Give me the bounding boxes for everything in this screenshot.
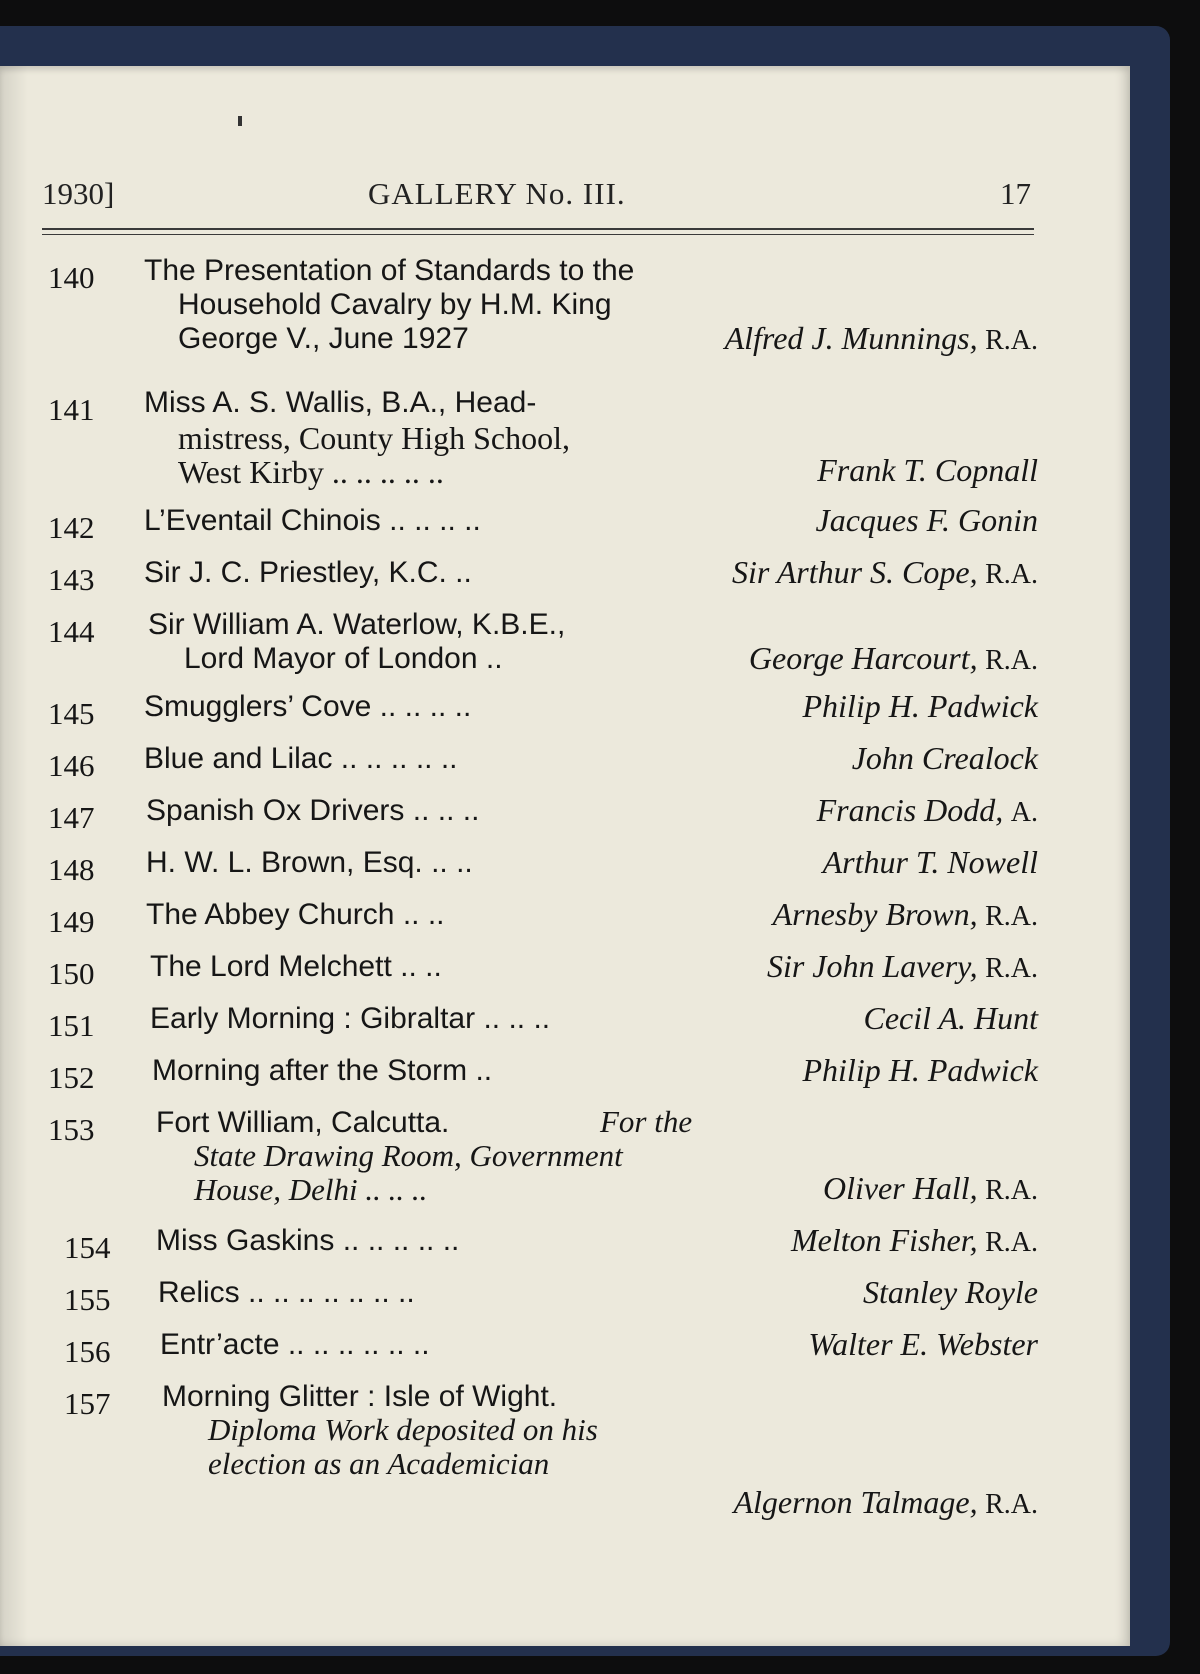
- artist-honours: R.A.: [985, 953, 1038, 984]
- entry-title-line: Early Morning : Gibraltar .. .. ..: [150, 1002, 551, 1035]
- header-rule-thin: [42, 234, 1034, 235]
- entry-title-line: West Kirby .. .. .. .. ..: [178, 454, 444, 490]
- entry-title-line: Fort William, Calcutta.: [156, 1106, 450, 1139]
- entry-number: 149: [48, 904, 95, 939]
- artist-name: Sir John Lavery,: [766, 948, 978, 984]
- artist-name: Philip H. Padwick: [802, 1052, 1038, 1088]
- entry-note-line: State Drawing Room, Government: [194, 1138, 623, 1173]
- artist-name: Philip H. Padwick: [802, 688, 1038, 724]
- artist-credit: [802, 688, 1038, 725]
- catalogue-page: [0, 66, 1130, 1646]
- entry-title-line: Miss A. S. Wallis, B.A., Head-: [144, 386, 537, 419]
- artist-credit: [863, 1274, 1038, 1311]
- artist-credit: [816, 502, 1038, 539]
- entry-note-line: For the: [600, 1104, 693, 1139]
- artist-honours: A.: [1010, 797, 1038, 828]
- artist-credit: [725, 320, 1038, 357]
- entry-title-line: Smugglers’ Cove .. .. .. ..: [144, 690, 472, 723]
- entry-title-line: Household Cavalry by H.M. King: [178, 288, 612, 321]
- artist-honours: R.A.: [985, 1175, 1038, 1206]
- artist-name: Algernon Talmage,: [733, 1484, 978, 1520]
- artist-credit: [817, 452, 1038, 489]
- entry-number: 156: [64, 1334, 111, 1369]
- entry-number: 153: [48, 1112, 95, 1147]
- artist-name: Arnesby Brown,: [772, 896, 978, 932]
- artist-name: Sir Arthur S. Cope,: [731, 554, 978, 590]
- entry-title-line: George V., June 1927: [178, 322, 469, 355]
- entry-title-line: Spanish Ox Drivers .. .. ..: [146, 794, 480, 827]
- entry-title-line: The Lord Melchett .. ..: [150, 950, 442, 983]
- artist-credit: [767, 948, 1038, 985]
- header-title: GALLERY No. III.: [368, 176, 626, 211]
- entry-number: 150: [48, 956, 95, 991]
- artist-name: George Harcourt,: [748, 640, 978, 676]
- artist-honours: R.A.: [985, 1227, 1038, 1258]
- artist-credit: [817, 792, 1038, 829]
- artist-name: John Crealock: [851, 740, 1038, 776]
- entry-title-line: H. W. L. Brown, Esq. .. ..: [146, 846, 473, 879]
- entry-title-line: Lord Mayor of London ..: [184, 642, 503, 675]
- entry-number: 141: [48, 392, 95, 427]
- entry-title-line: Morning Glitter : Isle of Wight.: [162, 1380, 558, 1413]
- entry-number: 151: [48, 1008, 95, 1043]
- entry-number: 144: [48, 614, 95, 649]
- ink-speck: [238, 116, 242, 126]
- entry-number: 152: [48, 1060, 95, 1095]
- artist-name: Stanley Royle: [862, 1274, 1038, 1310]
- artist-credit: [749, 640, 1038, 677]
- entry-note-line: Diploma Work deposited on his: [208, 1412, 598, 1447]
- artist-credit: [852, 740, 1038, 777]
- entry-number: 140: [48, 260, 95, 295]
- entry-title-line: Entr’acte .. .. .. .. .. ..: [160, 1328, 430, 1361]
- header-rule-thick: [42, 228, 1034, 230]
- artist-name: Cecil A. Hunt: [863, 1000, 1038, 1036]
- artist-name: Jacques F. Gonin: [815, 502, 1038, 538]
- entry-title-line: mistress, County High School,: [178, 420, 571, 456]
- artist-name: Walter E. Webster: [808, 1326, 1038, 1362]
- entry-number: 146: [48, 748, 95, 783]
- entry-note-line: election as an Academician: [208, 1446, 550, 1481]
- entry-number: 145: [48, 696, 95, 731]
- artist-credit: [802, 1052, 1038, 1089]
- artist-honours: R.A.: [985, 1489, 1038, 1520]
- running-header: [0, 176, 1100, 216]
- artist-honours: R.A.: [985, 325, 1038, 356]
- page-gutter: [0, 66, 28, 1646]
- header-year: 1930]: [42, 176, 115, 211]
- artist-name: Frank T. Copnall: [817, 452, 1038, 488]
- artist-honours: R.A.: [985, 645, 1038, 676]
- entry-title-line: Relics .. .. .. .. .. .. ..: [158, 1276, 415, 1309]
- entry-title-line: Miss Gaskins .. .. .. .. ..: [156, 1224, 460, 1257]
- entry-number: 154: [64, 1230, 111, 1265]
- entry-number: 157: [64, 1386, 111, 1421]
- artist-credit: [732, 554, 1038, 591]
- entry-title-line: Morning after the Storm ..: [152, 1054, 493, 1087]
- entry-title-line: Blue and Lilac .. .. .. .. ..: [144, 742, 458, 775]
- entry-number: 155: [64, 1282, 111, 1317]
- artist-name: Francis Dodd,: [816, 792, 1004, 828]
- artist-name: Arthur T. Nowell: [822, 844, 1038, 880]
- entry-title-line: Sir William A. Waterlow, K.B.E.,: [148, 608, 566, 641]
- entry-number: 143: [48, 562, 95, 597]
- artist-credit: [808, 1326, 1038, 1363]
- artist-name: Oliver Hall,: [822, 1170, 978, 1206]
- entry-number: 147: [48, 800, 95, 835]
- entry-title-line: Sir J. C. Priestley, K.C. ..: [144, 556, 472, 589]
- entry-title-line: The Presentation of Standards to the: [144, 254, 635, 287]
- artist-credit: [823, 1170, 1038, 1207]
- artist-name: Alfred J. Munnings,: [724, 320, 978, 356]
- artist-credit: [823, 844, 1038, 881]
- artist-credit: [773, 896, 1038, 933]
- entry-number: 142: [48, 510, 95, 545]
- artist-name: Melton Fisher,: [790, 1222, 978, 1258]
- entry-title-line: The Abbey Church .. ..: [146, 898, 445, 931]
- artist-credit: [733, 1484, 1038, 1521]
- entry-title-line: L’Eventail Chinois .. .. .. ..: [144, 504, 481, 537]
- entry-number: 148: [48, 852, 95, 887]
- artist-honours: R.A.: [985, 901, 1038, 932]
- artist-credit: [791, 1222, 1038, 1259]
- entry-note-line: House, Delhi .. .. ..: [194, 1172, 428, 1207]
- page-number: 17: [1000, 176, 1031, 211]
- artist-honours: R.A.: [985, 559, 1038, 590]
- artist-credit: [864, 1000, 1039, 1037]
